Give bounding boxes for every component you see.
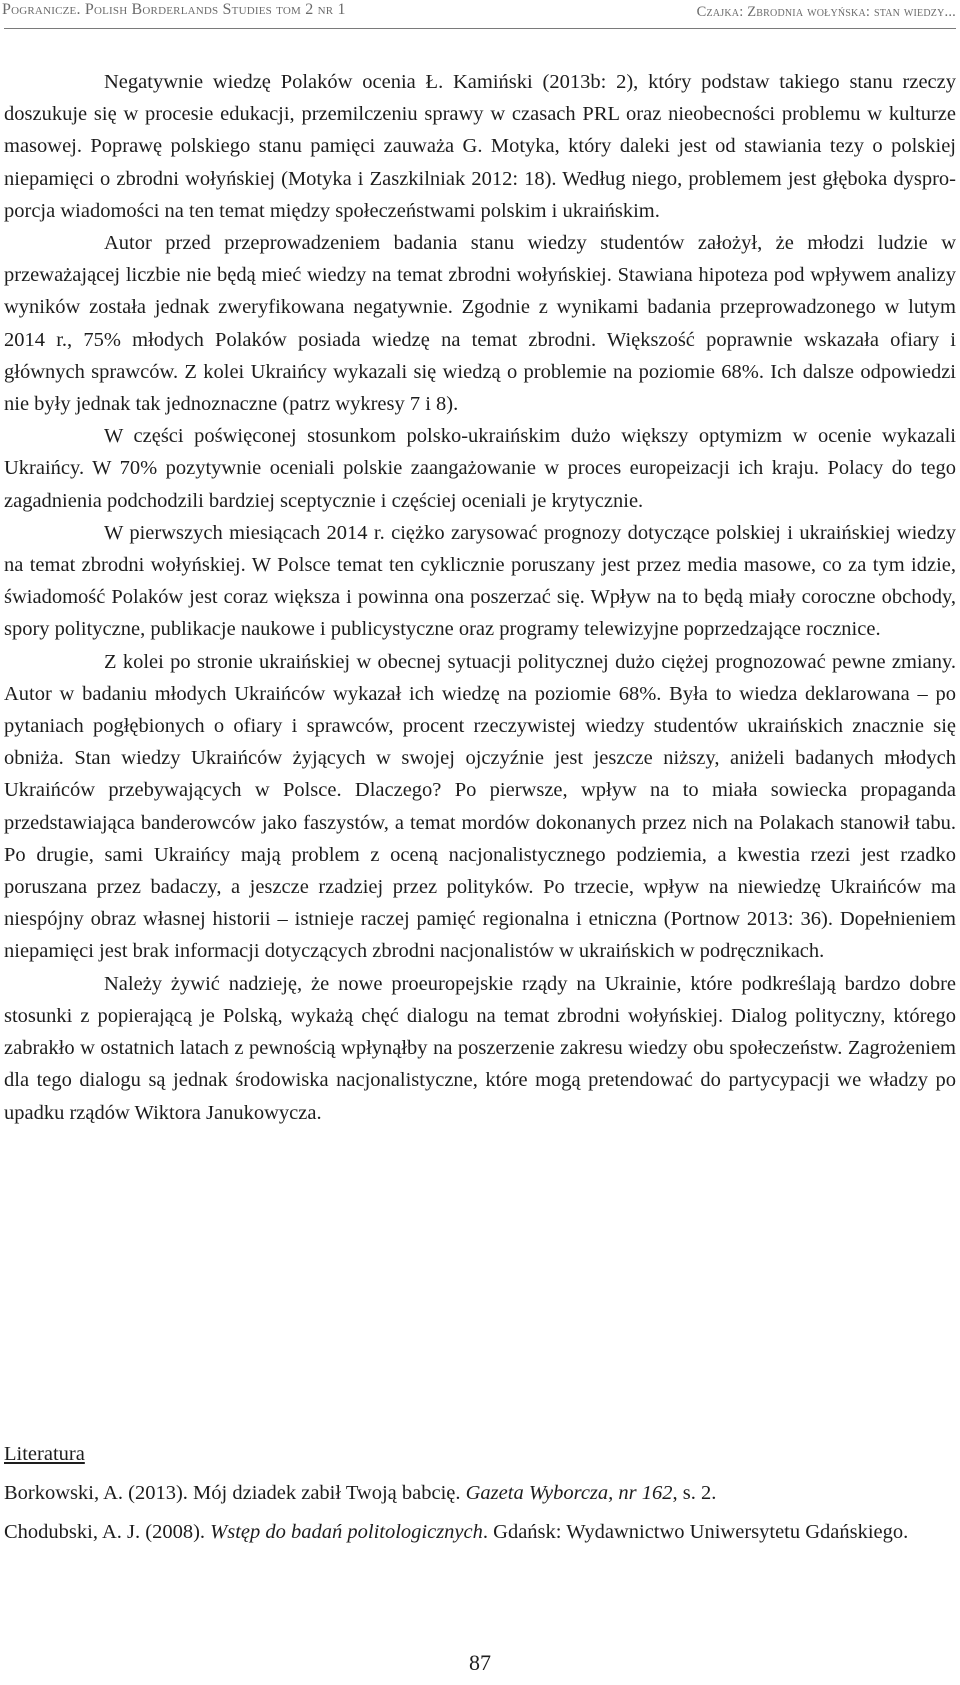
paragraph: Z kolei po stronie ukraińskiej w obecnej sytuacji politycznej dużo ciężej prognozować pewne zmiany. Autor w badaniu młodych Ukraińców wykazał ich wiedzę na poziomie 68%. Była to wiedza deklarowana – po pytaniach pogłębionych o ofiary i sprawców, procent rzeczywistej wiedzy studentów ukraińskich znacznie się obniża. Stan wiedzy Ukraińców żyjących w swojej ojczyźnie jest jeszcze niższy, aniżeli badanych młodych Ukraińców przebywających w Polsce. Dlaczego? Po pierwsze, wpływ na to miała sowiecka propaganda przedstawiająca banderowców jako faszystów, a temat mordów dokonanych przez nich na Polakach stanowił tabu. Po drugie, sami Ukraińcy mają problem z oceną nacjonalistycznego podziemia, a kwestia rzezi jest rzadko poruszana przez badaczy, a jeszcze rzadziej przez polityków. Po trzecie, wpływ na niewiedzę Ukraińców ma niespójny obraz własnej historii – istnieje raczej pamięć regionalna i etniczna (Portnow 2013: 36). Dopełnieniem niepamięci jest brak informacji dotyczących zbrodni nacjonalistów w ukraińskich w podręcznikach. (4, 650, 956, 963)
literature-section (4, 1441, 956, 1558)
running-header (0, 0, 960, 30)
paragraph: W części poświęconej stosunkom polsko-ukraińskim dużo większy optymizm w ocenie wykazali Ukraińcy. W 70% pozytywnie oceniali polskie zaangażowanie w proces europeizacji ich kraju. Polacy do tego zagadnienia podchodzili bardziej sceptycznie i częściej oceniali je krytycznie. (4, 425, 956, 512)
reference-text: . Gdańsk: Wydawnictwo Uniwersytetu Gdańskiego. (482, 1521, 909, 1543)
paragraph: Negatywnie wiedzę Polaków ocenia Ł. Kamiński (2013b: 2), który podstaw takiego stanu rzeczy doszukuje się w procesie edukacji, przemilczeniu sprawy w czasach PRL oraz nieobecności problemu w kulturze masowej. Poprawę polskiego stanu pamięci zauważa G. Motyka, który daleki jest od stawiania tezy o polskiej niepamięci o zbrodni wołyńskiej (Motyka i Zaszkilniak 2012: 18). Według niego, problemem jest głęboka dysproporcja wiadomości na ten temat między społeczeństwami polskim i ukraińskim. (4, 71, 956, 222)
header-rule (4, 28, 956, 29)
reference-item (4, 1519, 956, 1546)
reference-item (4, 1480, 956, 1507)
reference-text: Borkowski, A. (2013). Mój dziadek zabił Twoją babcię. (4, 1482, 466, 1504)
reference-source: Gazeta Wyborcza, nr 162 (465, 1482, 673, 1504)
paragraph: Autor przed przeprowadzeniem badania stanu wiedzy studentów założył, że młodzi ludzie w przeważającej liczbie nie będą mieć wiedzy na temat zbrodni wołyńskiej. Stawiana hipoteza pod wpływem analizy wyników została jednak zweryfikowana negatywnie. Zgodnie z wynikami badania przeprowadzonego w lutym 2014 r., 75% młodych Polaków posiada wiedzę na temat zbrodni. Większość poprawnie wskazała ofiary i głównych sprawców. Z kolei Ukraińcy wykazali się wiedzą o problemie na poziomie 68%. Ich dalsze odpowiedzi nie były jednak tak jednoznaczne (patrz wykresy 7 i 8). (4, 232, 956, 416)
paragraph: Należy żywić nadzieję, że nowe proeuropejskie rządy na Ukrainie, które podkreślają bardzo dobre stosunki z popierającą je Polską, wykażą chęć dialogu na temat zbrodni wołyńskiej. Dialog polityczny, którego zabrakło w ostatnich latach z pewnością wpłynąłby na poszerzenie zakresu wiedzy obu społeczeństw. Zagrożeniem dla tego dialogu są jednak środowiska nacjonalistyczne, które mogą pretendować do partycypacji we władzy po upadku rządów Wiktora Janukowycza. (4, 972, 956, 1124)
article-running-title: Czajka: Zbrodnia wołyńska: stan wiedzy... (696, 4, 956, 20)
reference-text: , s. 2. (672, 1482, 717, 1504)
journal-title: Pogranicze. Polish Borderlands Studies tom 2 nr 1 (2, 1, 346, 18)
reference-source: Wstęp do badań politologicznych (210, 1521, 483, 1543)
literature-heading: Literatura (4, 1443, 85, 1465)
paragraph: W pierwszych miesiącach 2014 r. ciężko zarysować prognozy dotyczące polskiej i ukraińskiej wiedzy na temat zbrodni wołyńskiej. W Polsce temat ten cyklicznie poruszany jest przez media masowe, co za tym idzie, świadomość Polaków jest coraz większa i powinna ona poszerzać się. Wpływ na to będą miały coroczne obchody, spory polityczne, publikacje naukowe i publicystyczne oraz programy telewizyjne poprzedzające rocznice. (4, 521, 956, 641)
reference-text: Chodubski, A. J. (2008). (4, 1521, 211, 1543)
body-text (4, 66, 956, 1129)
page-number: 87 (469, 1650, 491, 1675)
